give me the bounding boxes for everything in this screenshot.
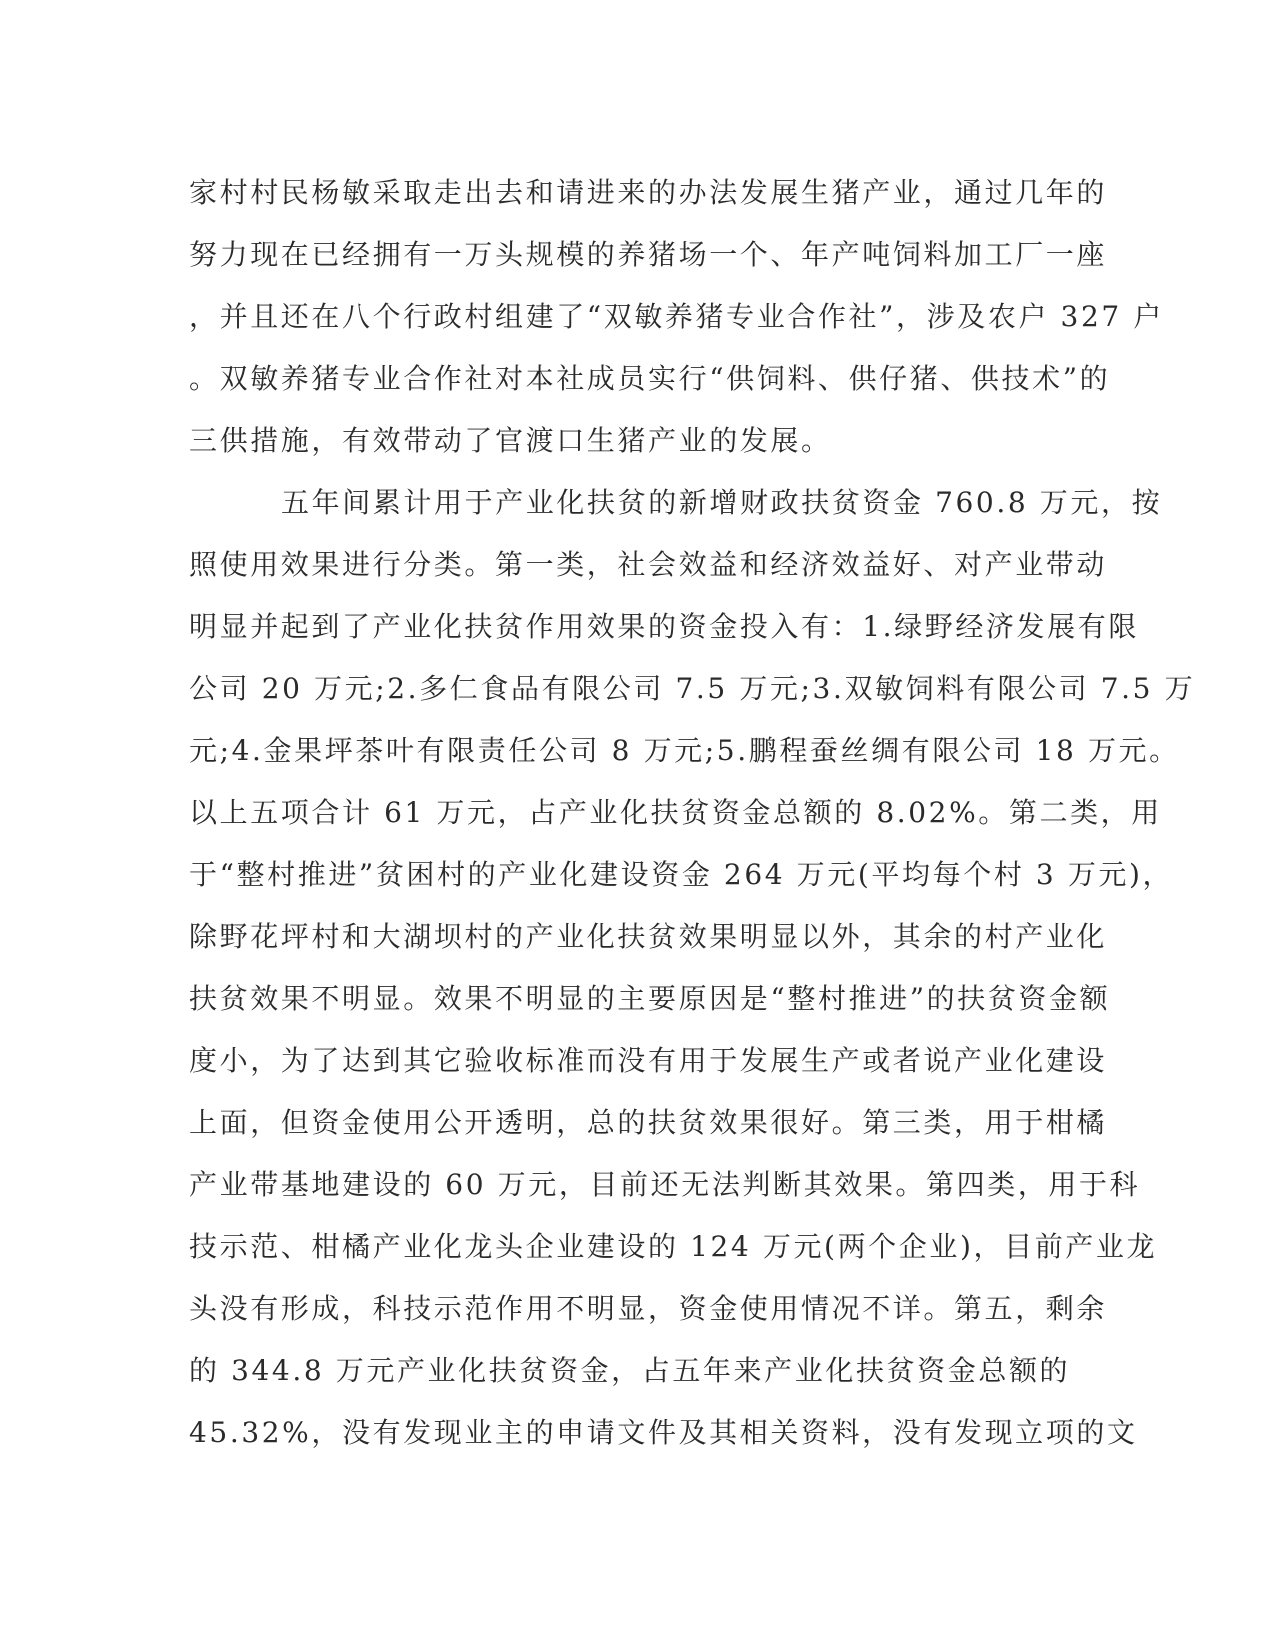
text-line: 45.32%，没有发现业主的申请文件及其相关资料，没有发现立项的文 bbox=[189, 1416, 1138, 1449]
text-line: 除野花坪村和大湖坝村的产业化扶贫效果明显以外，其余的村产业化 bbox=[189, 920, 1108, 953]
text-line: 上面，但资金使用公开透明，总的扶贫效果很好。第三类，用于柑橘 bbox=[189, 1106, 1108, 1139]
text-line: 扶贫效果不明显。效果不明显的主要原因是“整村推进”的扶贫资金额 bbox=[189, 982, 1111, 1015]
text-line: 明显并起到了产业化扶贫作用效果的资金投入有：1.绿野经济发展有限 bbox=[189, 610, 1139, 643]
text-line: 公司 20 万元;2.多仁食品有限公司 7.5 万元;3.双敏饲料有限公司 7.5 万 bbox=[189, 672, 1196, 705]
body-text bbox=[189, 162, 1196, 1464]
text-line: 元;4.金果坪茶叶有限责任公司 8 万元;5.鹏程蚕丝绸有限公司 18 万元。 bbox=[189, 734, 1180, 767]
text-line: 头没有形成，科技示范作用不明显，资金使用情况不详。第五，剩余 bbox=[189, 1292, 1108, 1325]
text-line: 努力现在已经拥有一万头规模的养猪场一个、年产吨饲料加工厂一座 bbox=[189, 238, 1108, 271]
text-line: 以上五项合计 61 万元，占产业化扶贫资金总额的 8.02%。第二类，用 bbox=[189, 796, 1162, 829]
text-line: 的 344.8 万元产业化扶贫资金，占五年来产业化扶贫资金总额的 bbox=[189, 1354, 1071, 1387]
text-line: 三供措施，有效带动了官渡口生猪产业的发展。 bbox=[189, 424, 832, 457]
text-line: 技示范、柑橘产业化龙头企业建设的 124 万元(两个企业)，目前产业龙 bbox=[189, 1230, 1158, 1263]
text-line: 产业带基地建设的 60 万元，目前还无法判断其效果。第四类，用于科 bbox=[189, 1168, 1141, 1201]
text-line: 照使用效果进行分类。第一类，社会效益和经济效益好、对产业带动 bbox=[189, 548, 1108, 581]
text-line: 家村村民杨敏采取走出去和请进来的办法发展生猪产业，通过几年的 bbox=[189, 176, 1108, 209]
text-line: 。双敏养猪专业合作社对本社成员实行“供饲料、供仔猪、供技术”的 bbox=[189, 362, 1111, 395]
paragraph-start-line: 五年间累计用于产业化扶贫的新增财政扶贫资金 760.8 万元，按 bbox=[189, 486, 1163, 519]
text-line: 度小，为了达到其它验收标准而没有用于发展生产或者说产业化建设 bbox=[189, 1044, 1108, 1077]
text-line: ，并且还在八个行政村组建了“双敏养猪专业合作社”，涉及农户 327 户 bbox=[189, 300, 1164, 333]
text-line: 于“整村推进”贫困村的产业化建设资金 264 万元(平均每个村 3 万元)， bbox=[189, 858, 1174, 891]
